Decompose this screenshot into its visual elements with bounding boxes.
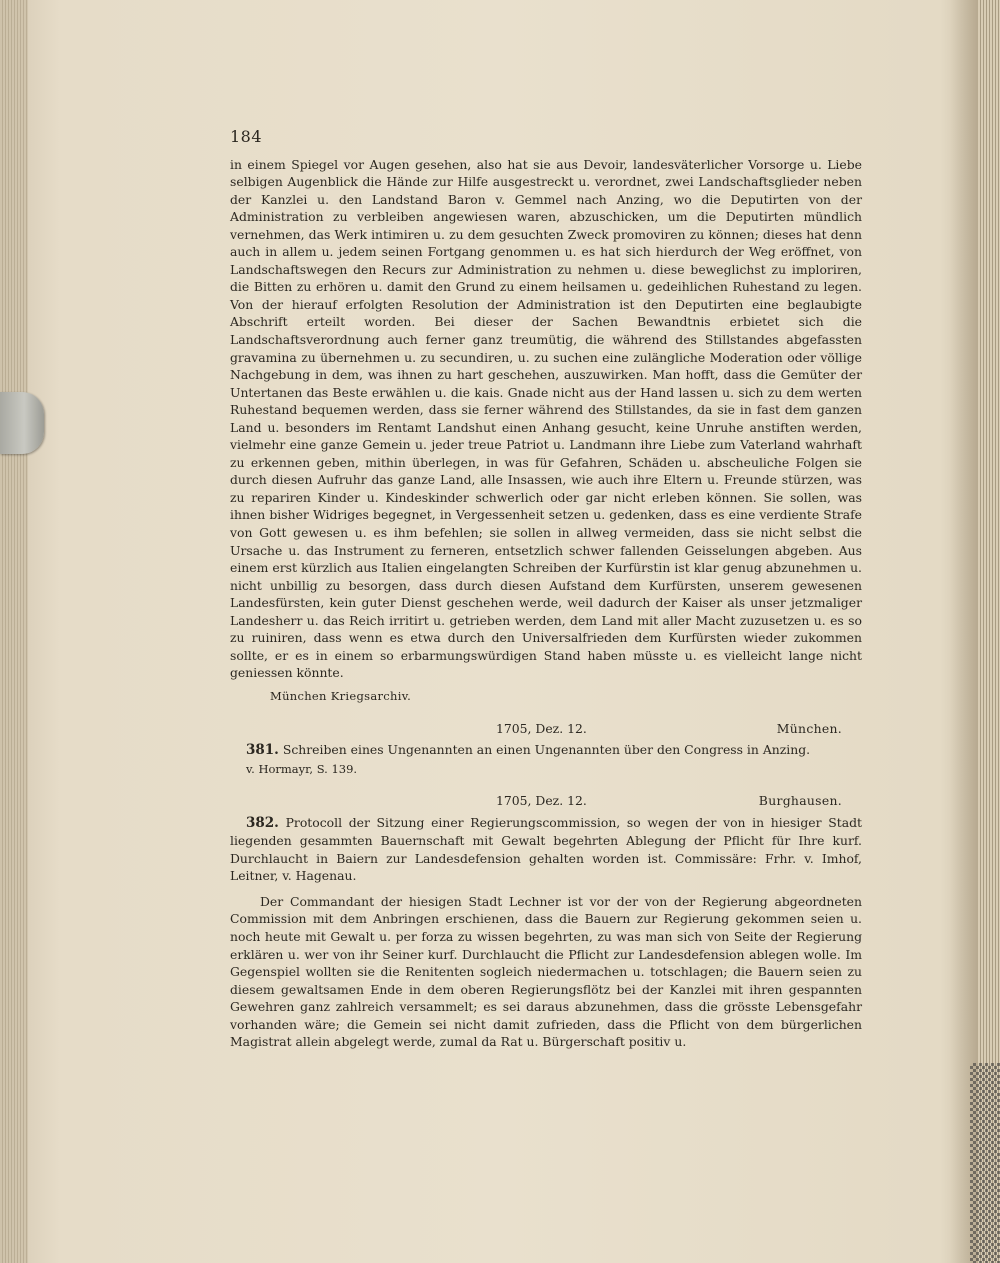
entry-date: 1705, Dez. 12. (496, 720, 587, 736)
page-number: 184 (230, 127, 263, 146)
color-checker-strip (970, 1063, 1000, 1263)
bookmark-tab (0, 392, 44, 454)
body-paragraph-continued: in einem Spiegel vor Augen gesehen, also hat sie aus Devoir, landesväterlicher Vorsorge u. Liebe selbigen Augenblick die Hände zur Hilfe ausgestreckt u. verordnet, zwei Landschaftsglieder neben der Kanzlei u. den Landstand Baron v. Gemmel nach Anzing, wo die Deputirten von der Administration zu verbleiben angewiesen waren, abzuschicken, um die Deputirten mündlich vernehmen, das Werk intimiren u. zu dem gesuchten Zweck promoviren zu können; dieses hat denn auch in allem u. jedem seinen Fortgang genommen u. es hat sich hierdurch der Weg eröffnet, von Landschaftswegen den Recurs zur Administration zu nehmen u. diese beweglichst zu imploriren, die Bitten zu erhören u. damit den Grund zu einem heilsamen u. gedeihlichen Ruhestand zu legen. Von der hierauf erfolgten Resolution der Administration ist den Deputirten eine beglaubigte Abschrift erteilt worden. Bei dieser der Sachen Bewandtnis erbietet sich die Landschaftsverordnung auch ferner ganz treumütig, die während des Stillstandes abgefassten gravamina zu übernehmen u. zu secundiren, u. zu suchen eine zulängliche Moderation oder völlige Nachgebung in dem, was ihnen zu hart geschehen, auszuwirken. Man hofft, dass die Gemüter der Untertanen das Beste erwählen u. die kais. Gnade nicht aus der Hand lassen u. sich zu dem werten Ruhestand bequemen werden, dass sie ferner während des Stillstandes, da sie in fast dem ganzen Land u. besonders im Rentamt Landshut einen Anhang gesucht, keine Unruhe anstiften werden, vielmehr eine ganze Gemein u. jeder treue Patriot u. Landmann ihre Liebe zum Vaterland wahrhaft zu erkennen geben, mithin überlegen, in was für Gefahren, Schäden u. abscheuliche Folgen sie durch diesen Aufruhr das ganze Land, alle Insassen, wie auch ihre Eltern u. Freunde stürzen, was zu repariren Kinder u. Kindeskinder schwerlich oder gar nicht erleben können. Sie sollen, was ihnen bisher Widriges begegnet, in Vergessenheit setzen u. gedenken, dass es eine verdiente Strafe von Gott gewesen u. es ihm befehlen; sie sollen in allweg vermeiden, dass sie nicht selbst die Ursache u. das Instrument zu ferneren, entsetzlich schwer fallenden Geisselungen abgeben. Aus einem erst kürzlich aus Italien eingelangten Schreiben der Kurfürstin ist klar genug abzunehmen u. nicht unbillig zu besorgen, dass durch diesen Aufstand dem Kurfürsten, unserem gewesenen Landesfürsten, kein guter Dienst geschehen werde, weil dadurch der Kaiser als unser jetzmaliger Landesherr u. das Reich irritirt u. getrieben werden, dem Land mit aller Macht zuzusetzen u. es so zu ruiniren, dass wenn es etwa durch den Universalfrieden dem Kurfürsten wieder zukommen sollte, er es in einem so erbarmungswürdigen Stand haben müsste u. es vielleicht lange nicht geniessen könnte. (230, 156, 862, 681)
left-page-edges (0, 0, 28, 1263)
entry-text: Protocoll der Sitzung einer Regierungscommission, so wegen der von in hiesiger Stadt liegenden gesammten Bauernschaft mit Gewalt begehrten Ablegung der Pflicht für Ihre kurf. Durchlaucht in Baiern zur Landesdefension gehalten worden ist. Commissäre: Frhr. v. Imhof, Leitner, v. Hagenau. (230, 814, 862, 884)
text-block (230, 128, 862, 1051)
entry-source: v. Hormayr, S. 139. (246, 761, 358, 776)
entry-number: 381. (246, 742, 279, 759)
entry-381 (230, 741, 862, 760)
entry-place: Burghausen. (758, 793, 842, 809)
entry-header-382 (230, 792, 862, 810)
entry-place: München. (776, 720, 842, 736)
body-paragraph: Der Commandant der hiesigen Stadt Lechner ist vor der von der Regierung abgeordneten Commission mit dem Anbringen erschienen, dass die Bauern zur Regierung gekommen seien u. noch heute mit Gewalt u. per forza zu wissen begehrten, zu was man sich von Seite der Regierung erklären u. wer von ihr Seiner kurf. Durchlaucht die Pflicht zur Landesdefension ablegen wolle. Im Gegenspiel wollten sie die Renitenten sogleich niedermachen u. totschlagen; die Bauern seien zu diesem gewaltsamen Ende in dem oberen Regierungsflötz bei der Kanzlei mit ihren gespannten Gewehren ganz zahlreich versammelt; es sei daraus abzunehmen, dass die grösste Lebensgefahr vorhanden wäre; die Gemein sei nicht damit zufrieden, dass die Pflicht von dem bürgerlichen Magistrat allein abgelegt werde, zumal da Rat u. Bürgerschaft positiv u. (230, 893, 862, 1050)
archive-source: München Kriegsarchiv. (270, 688, 412, 703)
entry-date: 1705, Dez. 12. (496, 793, 587, 809)
entry-header-381 (230, 720, 862, 738)
entry-number: 382. (246, 814, 279, 831)
entry-text: Schreiben eines Ungenannten an einen Ungenannten über den Congress in Anzing. (282, 742, 811, 758)
entry-382 (230, 814, 862, 885)
